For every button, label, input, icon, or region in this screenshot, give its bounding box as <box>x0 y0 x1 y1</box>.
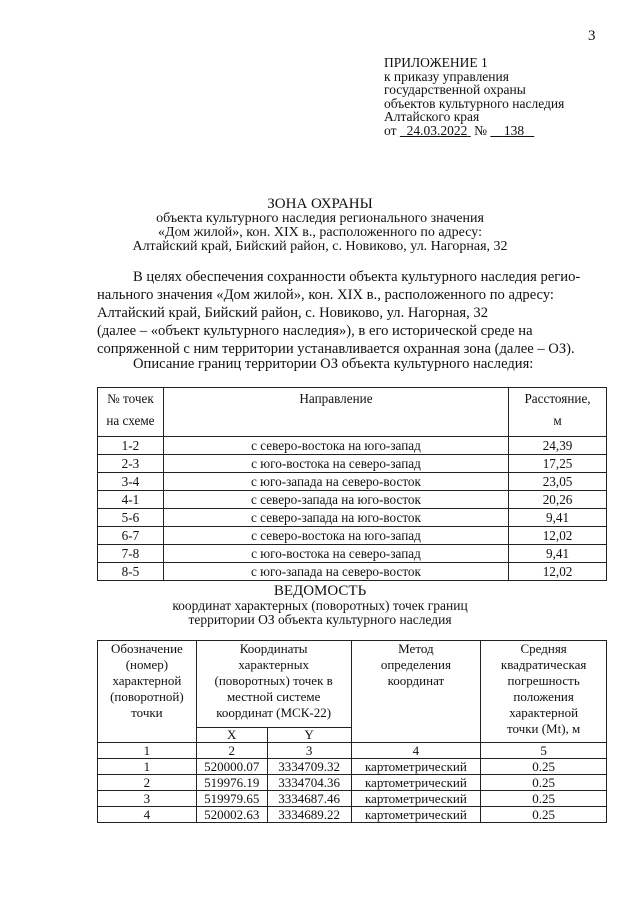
column-number: 4 <box>351 743 481 759</box>
error-header: Средняя квадратическая погрешность положения характерной точки (Mt), м <box>481 641 607 743</box>
points-cell: 5-6 <box>98 509 164 527</box>
method-cell: картометрический <box>351 807 481 823</box>
point-cell: 3 <box>98 791 197 807</box>
x-cell: 519979.65 <box>196 791 267 807</box>
y-cell: 3334709.32 <box>267 759 351 775</box>
direction-cell: с северо-востока на юго-запад <box>163 437 508 455</box>
zone-heading <box>0 196 640 254</box>
points-cell: 8-5 <box>98 563 164 581</box>
appendix-date-line <box>384 124 564 138</box>
appendix-line: Алтайского края <box>384 109 480 125</box>
distance-cell: 23,05 <box>509 473 607 491</box>
appendix-line: государственной охраны <box>384 82 526 98</box>
distance-cell: 9,41 <box>509 545 607 563</box>
direction-cell: с юго-востока на северо-запад <box>163 455 508 473</box>
method-cell: картометрический <box>351 775 481 791</box>
distance-cell: 12,02 <box>509 563 607 581</box>
order-number: 138 <box>503 122 525 138</box>
column-number: 3 <box>267 743 351 759</box>
y-header: Y <box>267 728 351 743</box>
error-cell: 0.25 <box>481 775 607 791</box>
points-cell: 7-8 <box>98 545 164 563</box>
table-row <box>98 527 607 545</box>
distance-cell: 17,25 <box>509 455 607 473</box>
table-row <box>98 545 607 563</box>
description-paragraph: Описание границ территории ОЗ объекта культурного наследия: <box>133 356 534 372</box>
designation-header: Обозначение (номер) характерной (поворотной) точки <box>98 641 197 743</box>
table-row <box>98 491 607 509</box>
appendix-line: объектов культурного наследия <box>384 95 565 111</box>
direction-cell: с северо-востока на юго-запад <box>163 527 508 545</box>
points-cell: 6-7 <box>98 527 164 545</box>
points-cell: 3-4 <box>98 473 164 491</box>
paragraph-line: нального значения «Дом жилой», кон. XIX в., расположенного по адресу: <box>97 287 554 303</box>
point-cell: 4 <box>98 807 197 823</box>
column-numbers-row <box>98 743 607 759</box>
number-sign: № <box>474 122 487 138</box>
zone-subtitle-line: объекта культурного наследия регионального значения <box>156 211 484 226</box>
vedomost-heading <box>0 584 640 627</box>
table-row <box>98 473 607 491</box>
y-cell: 3334689.22 <box>267 807 351 823</box>
vedomost-subtitle-line: территории ОЗ объекта культурного наследия <box>188 612 452 627</box>
direction-cell: с северо-запада на юго-восток <box>163 509 508 527</box>
column-number: 1 <box>98 743 197 759</box>
coords-header-row <box>98 641 607 728</box>
paragraph-line: (далее – «объект культурного наследия»), в его исторической среде на <box>97 323 533 339</box>
error-cell: 0.25 <box>481 791 607 807</box>
distance-cell: 20,26 <box>509 491 607 509</box>
distance-cell: 24,39 <box>509 437 607 455</box>
distance-header: Расстояние, м <box>509 388 607 437</box>
zone-subtitle-line: «Дом жилой», кон. XIX в., расположенного по адресу: <box>158 225 482 240</box>
points-cell: 2-3 <box>98 455 164 473</box>
point-cell: 2 <box>98 775 197 791</box>
direction-cell: с северо-запада на юго-восток <box>163 491 508 509</box>
vedomost-subtitle-line: координат характерных (поворотных) точек границ <box>172 598 468 613</box>
direction-cell: с юго-запада на северо-восток <box>163 563 508 581</box>
method-cell: картометрический <box>351 791 481 807</box>
error-cell: 0.25 <box>481 759 607 775</box>
paragraph-line: сопряженной с ним территории устанавливается охранная зона (далее – ОЗ). <box>97 341 575 357</box>
paragraph-line: В целях обеспечения сохранности объекта культурного наследия регио- <box>133 269 581 285</box>
zone-title: ЗОНА ОХРАНЫ <box>267 196 373 212</box>
method-cell: картометрический <box>351 759 481 775</box>
table-row <box>98 437 607 455</box>
distance-cell: 9,41 <box>509 509 607 527</box>
table-row <box>98 775 607 791</box>
method-header: Метод определения координат <box>351 641 481 743</box>
appendix-line: к приказу управления <box>384 68 509 84</box>
date-prefix: от <box>384 122 397 138</box>
vedomost-title: ВЕДОМОСТЬ <box>273 583 367 599</box>
x-cell: 519976.19 <box>196 775 267 791</box>
coordinates-table <box>97 640 607 823</box>
table-row <box>98 759 607 775</box>
points-header: № точек на схеме <box>98 388 164 437</box>
table-row <box>98 509 607 527</box>
column-number: 5 <box>481 743 607 759</box>
direction-cell: с юго-востока на северо-запад <box>163 545 508 563</box>
error-cell: 0.25 <box>481 807 607 823</box>
points-cell: 1-2 <box>98 437 164 455</box>
intro-paragraph <box>97 268 602 358</box>
coords-header: Координаты характерных (поворотных) точек в местной системе координат (МСК-22) <box>196 641 351 728</box>
x-header: X <box>196 728 267 743</box>
table-row <box>98 455 607 473</box>
directions-table <box>97 387 607 581</box>
order-date: 24.03.2022 <box>406 122 468 138</box>
paragraph-line: Алтайский край, Бийский район, с. Новиково, ул. Нагорная, 32 <box>97 305 488 321</box>
points-cell: 4-1 <box>98 491 164 509</box>
table-row <box>98 563 607 581</box>
y-cell: 3334687.46 <box>267 791 351 807</box>
direction-cell: с юго-запада на северо-восток <box>163 473 508 491</box>
directions-header-row <box>98 388 607 437</box>
column-number: 2 <box>196 743 267 759</box>
point-cell: 1 <box>98 759 197 775</box>
zone-subtitle-line: Алтайский край, Бийский район, с. Новиково, ул. Нагорная, 32 <box>132 239 508 254</box>
x-cell: 520002.63 <box>196 807 267 823</box>
x-cell: 520000.07 <box>196 759 267 775</box>
page-number: 3 <box>588 28 596 44</box>
direction-header: Направление <box>163 388 508 437</box>
distance-cell: 12,02 <box>509 527 607 545</box>
appendix-block <box>384 56 564 138</box>
table-row <box>98 807 607 823</box>
y-cell: 3334704.36 <box>267 775 351 791</box>
appendix-title: ПРИЛОЖЕНИЕ 1 <box>384 55 488 70</box>
table-row <box>98 791 607 807</box>
